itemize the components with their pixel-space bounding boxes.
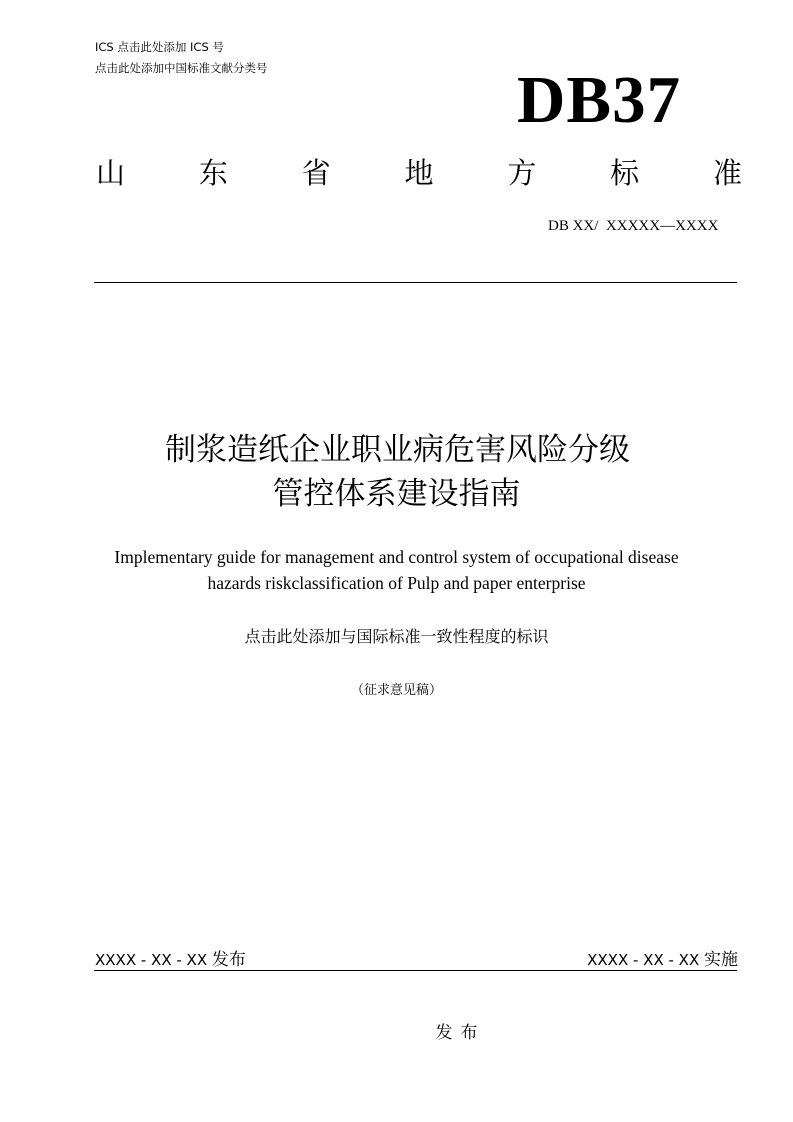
- standard-code: DB37: [517, 63, 682, 137]
- header-divider: [94, 282, 737, 283]
- standard-number: DB XX/ XXXXX—XXXX: [548, 218, 719, 234]
- province-title-char: 标: [610, 156, 640, 190]
- implement-date: [587, 950, 738, 970]
- english-title-line: Implementary guide for management and control system of occupational disease: [114, 547, 679, 567]
- chinese-title-line: 管控体系建设指南: [272, 476, 521, 512]
- implement-date-value[interactable]: XXXX - XX - XX: [587, 951, 704, 969]
- province-title-char: 东: [198, 156, 228, 190]
- conformity-degree-placeholder[interactable]: 点击此处添加与国际标准一致性程度的标识: [244, 627, 549, 646]
- chinese-title: [0, 428, 793, 516]
- publish-date-value[interactable]: XXXX - XX - XX: [95, 951, 212, 969]
- province-title-char: 方: [507, 156, 537, 190]
- province-standard-title: [96, 155, 742, 191]
- province-title-char: 省: [301, 156, 331, 190]
- ics-number-placeholder[interactable]: ICS 点击此处添加 ICS 号: [95, 40, 224, 54]
- province-title-char: 准: [712, 156, 742, 190]
- english-title-line: hazards riskclassification of Pulp and paper enterprise: [207, 573, 586, 593]
- publish-label: 发布: [211, 950, 246, 970]
- publish-date: [95, 950, 246, 970]
- footer-divider: [94, 970, 737, 971]
- issuing-authority: 发布: [435, 1023, 486, 1043]
- ccs-classification-placeholder[interactable]: 点击此处添加中国标准文献分类号: [95, 61, 268, 75]
- draft-status: （征求意见稿）: [350, 683, 442, 698]
- chinese-title-line: 制浆造纸企业职业病危害风险分级: [165, 432, 630, 468]
- english-title: [0, 544, 793, 596]
- implement-label: 实施: [704, 950, 738, 970]
- province-title-char: 地: [404, 156, 434, 190]
- province-title-char: 山: [96, 156, 126, 190]
